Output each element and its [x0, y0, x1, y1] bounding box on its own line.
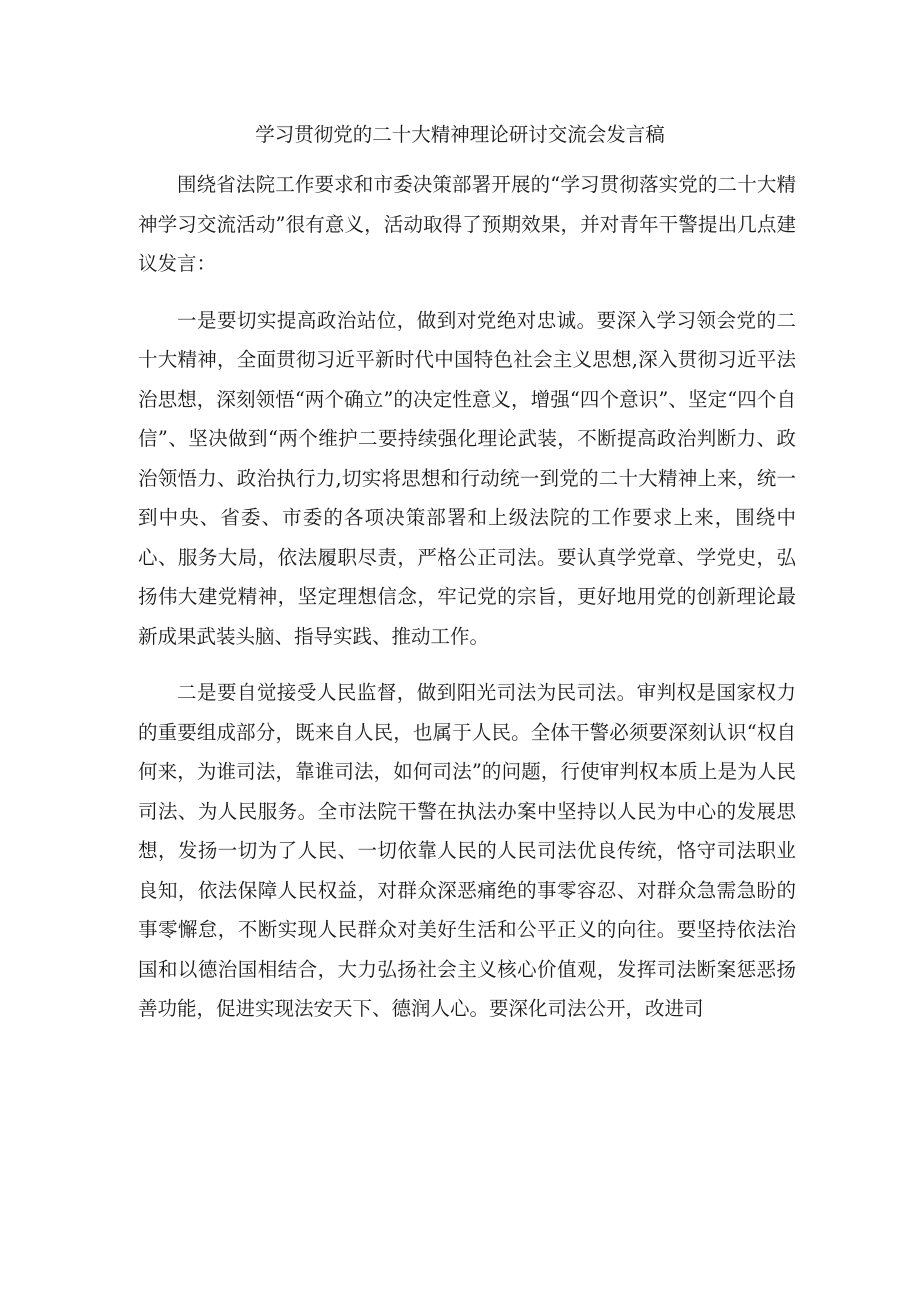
- document-body: [138, 165, 796, 1029]
- document-title: 学习贯彻党的二十大精神理论研讨交流会发言稿: [255, 123, 665, 146]
- paragraph-point-two: 二是要自觉接受人民监督，做到阳光司法为民司法。审判权是国家权力的重要组成部分，既来自人民，也属于人民。全体干警必须要深刻认识“权自何来，为谁司法，靠谁司法，如何司法”的问题，行使审判权本质上是为人民司法、为人民服务。全市法院干警在执法办案中坚持以人民为中心的发展思想，发扬一切为了人民、一切依靠人民的人民司法优良传统，恪守司法职业良知，依法保障人民权益，对群众深恶痛绝的事零容忍、对群众急需急盼的事零懈怠，不断实现人民群众对美好生活和公平正义的向往。要坚持依法治国和以德治国相结合，大力弘扬社会主义核心价值观，发挥司法断案惩恶扬善功能，促进实现法安天下、德润人心。要深化司法公开，改进司: [138, 681, 796, 1020]
- paragraph-point-one: 一是要切实提高政治站位，做到对党绝对忠诚。要深入学习领会党的二十大精神，全面贯彻习近平新时代中国特色社会主义思想,深入贯彻习近平法治思想，深刻领悟“两个确立”的决定性意义，增强“四个意识”、坚定“四个自信”、坚决做到“两个维护二要持续强化理论武装，不断提高政治判断力、政治领悟力、政治执行力,切实将思想和行动统一到党的二十大精神上来，统一到中央、省委、市委的各项决策部署和上级法院的工作要求上来，围绕中心、服务大局，依法履职尽责，严格公正司法。要认真学党章、学党史，弘扬伟大建党精神，坚定理想信念，牢记党的宗旨，更好地用党的创新理论最新成果武装头脑、指导实践、推动工作。: [138, 308, 796, 648]
- paragraph-intro: 围绕省法院工作要求和市委决策部署开展的“学习贯彻落实党的二十大精神学习交流活动”很有意义，活动取得了预期效果，并对青年干警提出几点建议发言：: [138, 173, 796, 275]
